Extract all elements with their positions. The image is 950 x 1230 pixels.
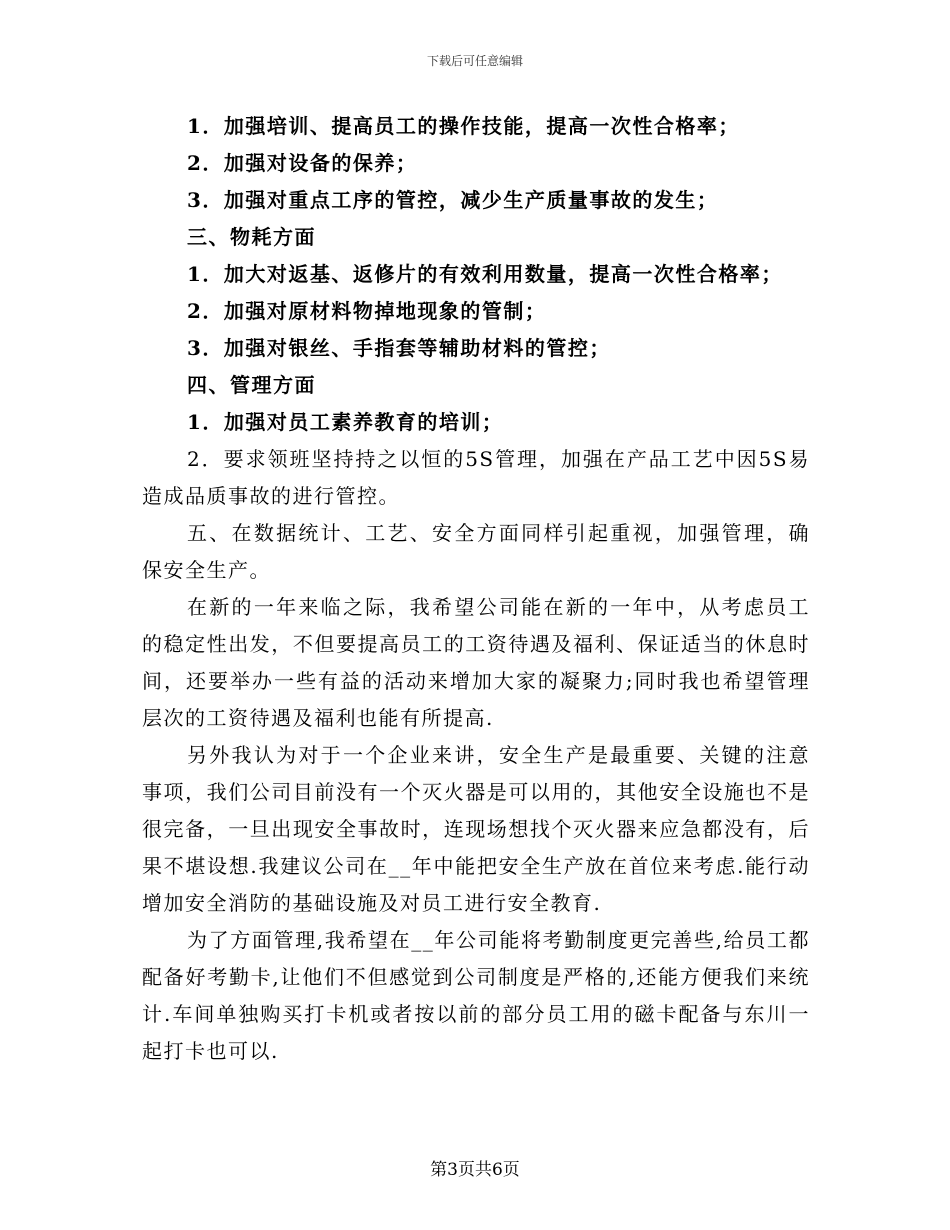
paragraph: 为了方面管理,我希望在__年公司能将考勤制度更完善些,给员工都配备好考勤卡,让他们不但感觉到公司制度是严格的,还能方便我们来统计.车间单独购买打卡机或者按以前的部分员工用的磁卡配备与东川一起打卡也可以.: [142, 928, 810, 1063]
document-body: [142, 108, 810, 1070]
list-item: 2．加强对原材料物掉地现象的管制；: [187, 299, 547, 323]
list-item: 3．加强对重点工序的管控，减少生产质量事故的发生；: [187, 188, 719, 212]
page-header: 下载后可任意编辑: [426, 54, 523, 68]
list-item: 1．加强培训、提高员工的操作技能，提高一次性合格率；: [187, 114, 740, 138]
list-item: 1．加强对员工素养教育的培训；: [187, 410, 504, 434]
section-heading: 四、管理方面: [187, 373, 316, 397]
section-heading: 三、物耗方面: [187, 225, 316, 249]
list-item: 2．加强对设备的保养；: [187, 151, 418, 175]
paragraph: 在新的一年来临之际，我希望公司能在新的一年中，从考虑员工的稳定性出发，不但要提高员工的工资待遇及福利、保证适当的休息时间，还要举办一些有益的活动来增加大家的凝聚力;同时我也希望管理层次的工资待遇及福利也能有所提高.: [142, 595, 810, 730]
paragraph: 2．要求领班坚持持之以恒的5S管理，加强在产品工艺中因5S易造成品质事故的进行管控。: [142, 447, 810, 508]
paragraph: 五、在数据统计、工艺、安全方面同样引起重视，加强管理，确保安全生产。: [142, 521, 810, 582]
page-number: 第3页共6页: [430, 1160, 520, 1180]
paragraph: 另外我认为对于一个企业来讲，安全生产是最重要、关键的注意事项，我们公司目前没有一个灭火器是可以用的，其他安全设施也不是很完备，一旦出现安全事故时，连现场想找个灭火器来应急都没有，后果不堪设想.我建议公司在__年中能把安全生产放在首位来考虑.能行动增加安全消防的基础设施及对员工进行安全教育.: [142, 743, 810, 915]
list-item: 3．加强对银丝、手指套等辅助材料的管控；: [187, 336, 611, 360]
list-item: 1．加大对返基、返修片的有效利用数量，提高一次性合格率；: [187, 262, 783, 286]
